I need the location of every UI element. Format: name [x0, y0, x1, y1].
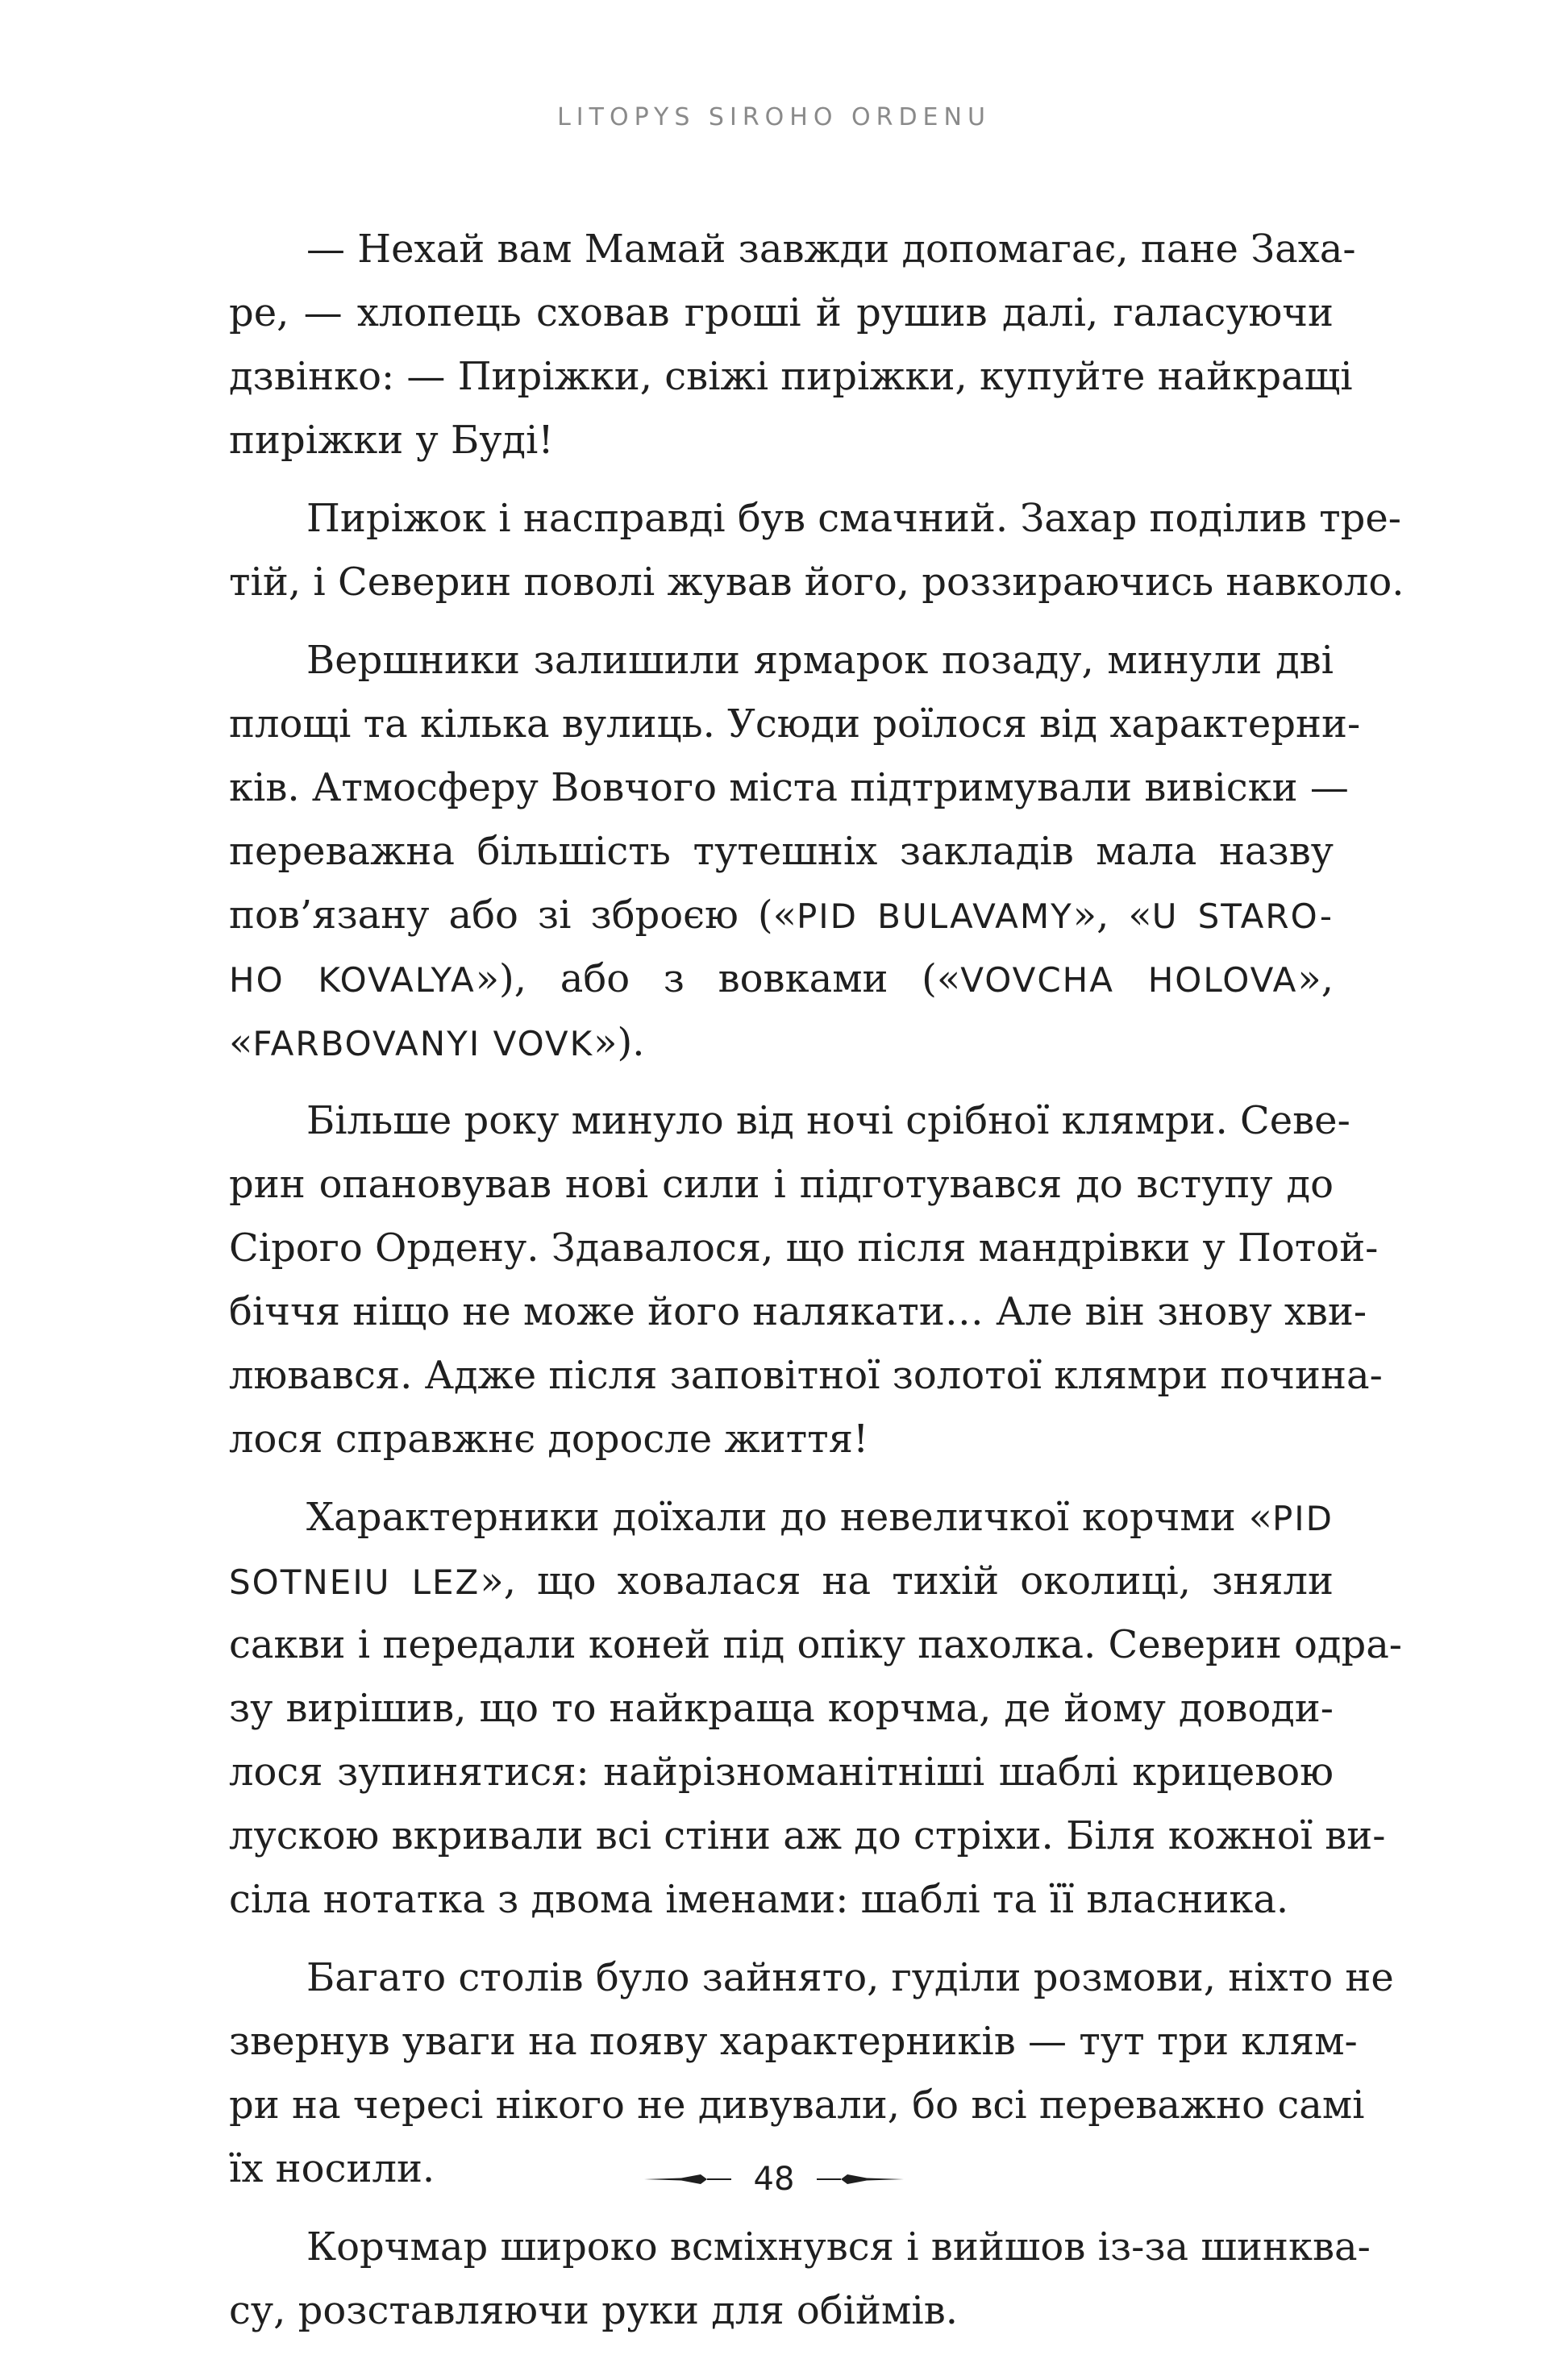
text-line: дзвінко: — Пиріжки, свіжі пиріжки, купуйте найкращі — [229, 354, 1353, 399]
tavern-sign-name: VOVCHA HOLOVA — [960, 960, 1298, 1000]
line-text: », — [1297, 956, 1334, 1001]
text-line: зу вирішив, що то найкраща корчма, де йому доводи- — [229, 1686, 1334, 1731]
text-line: Пиріжок і насправді був смачний. Захар поділив тре- — [306, 496, 1402, 541]
body-text — [229, 218, 1404, 2343]
tavern-sign-name: SOTNEIU LEZ — [229, 1562, 481, 1602]
text-line: рин опановував нові сили і підготувався до вступу до — [229, 1162, 1334, 1207]
text-line: ре, — хлопець сховав гроші й рушив далі, галасуючи — [229, 290, 1334, 335]
line-text: « — [229, 1020, 253, 1065]
right-ornament-icon — [815, 2173, 904, 2186]
text-line — [229, 1486, 1334, 1550]
text-line: пиріжки у Буді! — [229, 418, 554, 463]
text-line: їх носили. — [229, 2146, 435, 2191]
text-line: лювався. Адже після заповітної золотої клямри почина- — [229, 1353, 1383, 1398]
tavern-sign-name: PID BULAVAMY — [796, 897, 1073, 936]
text-line: ри на чересі нікого не дивували, бо всі переважно самі — [229, 2082, 1365, 2128]
line-text: пов’язану або зі зброєю (« — [229, 892, 797, 938]
text-line: біччя ніщо не може його налякати… Але він знову хви- — [229, 1289, 1367, 1334]
line-text: »). — [593, 1020, 645, 1065]
text-line: звернув уваги на появу характерників — тут три клям- — [229, 2019, 1358, 2064]
text-line — [229, 884, 1334, 947]
text-line: Корчмар широко всміхнувся і вийшов із-за шинква- — [306, 2224, 1371, 2270]
line-text: », « — [1072, 892, 1152, 938]
page-number: 48 — [753, 2161, 795, 2198]
text-line: Багато столів було зайнято, гуділи розмови, ніхто не — [306, 1955, 1394, 2000]
text-line: лося зупинятися: найрізноманітніші шаблі крицевою — [229, 1750, 1334, 1795]
text-line: переважна більшість тутешніх закладів мала назву — [229, 829, 1334, 874]
text-line — [229, 1011, 1334, 1075]
tavern-sign-name: U STARO- — [1151, 897, 1334, 936]
line-text: », що ховалася на тихій околиці, зняли — [480, 1558, 1334, 1604]
text-line: лускою вкривали всі стіни аж до стріхи. Біля кожної ви- — [229, 1813, 1386, 1858]
tavern-sign-name: PID — [1271, 1499, 1334, 1538]
line-text: »), або з вовками (« — [475, 956, 961, 1001]
text-line — [229, 1550, 1334, 1613]
tavern-sign-name: HO KOVALYA — [229, 960, 476, 1000]
page-footer — [0, 2161, 1548, 2198]
left-ornament-icon — [644, 2173, 733, 2186]
text-line: тій, і Северин поволі жував його, роззираючись навколо. — [229, 560, 1404, 605]
text-line: сакви і передали коней під опіку пахолка. Северин одра- — [229, 1622, 1403, 1667]
text-line: площі та кілька вулиць. Усюди роїлося від характерни- — [229, 701, 1361, 747]
tavern-sign-name: FARBOVANYI VOVK — [252, 1024, 594, 1063]
running-head: LITOPYS SIROHO ORDENU — [557, 103, 991, 131]
text-line: Більше року минуло від ночі срібної клямри. Севе- — [306, 1098, 1350, 1143]
text-line — [229, 947, 1334, 1011]
text-line: Вершники залишили ярмарок позаду, минули дві — [306, 638, 1334, 683]
line-text: Характерники доїхали до невеличкої корчми « — [306, 1495, 1272, 1540]
text-line: лося справжнє доросле життя! — [229, 1417, 869, 1462]
text-line: су, розставляючи руки для обіймів. — [229, 2288, 958, 2333]
text-line: Сірого Ордену. Здавалося, що після мандрівки у Потой- — [229, 1225, 1379, 1271]
text-line: сіла нотатка з двома іменами: шаблі та її власника. — [229, 1877, 1289, 1922]
text-line: ків. Атмосферу Вовчого міста підтримували вивіски — — [229, 765, 1349, 810]
text-line: — Нехай вам Мамай завжди допомагає, пане Заха- — [306, 227, 1356, 272]
